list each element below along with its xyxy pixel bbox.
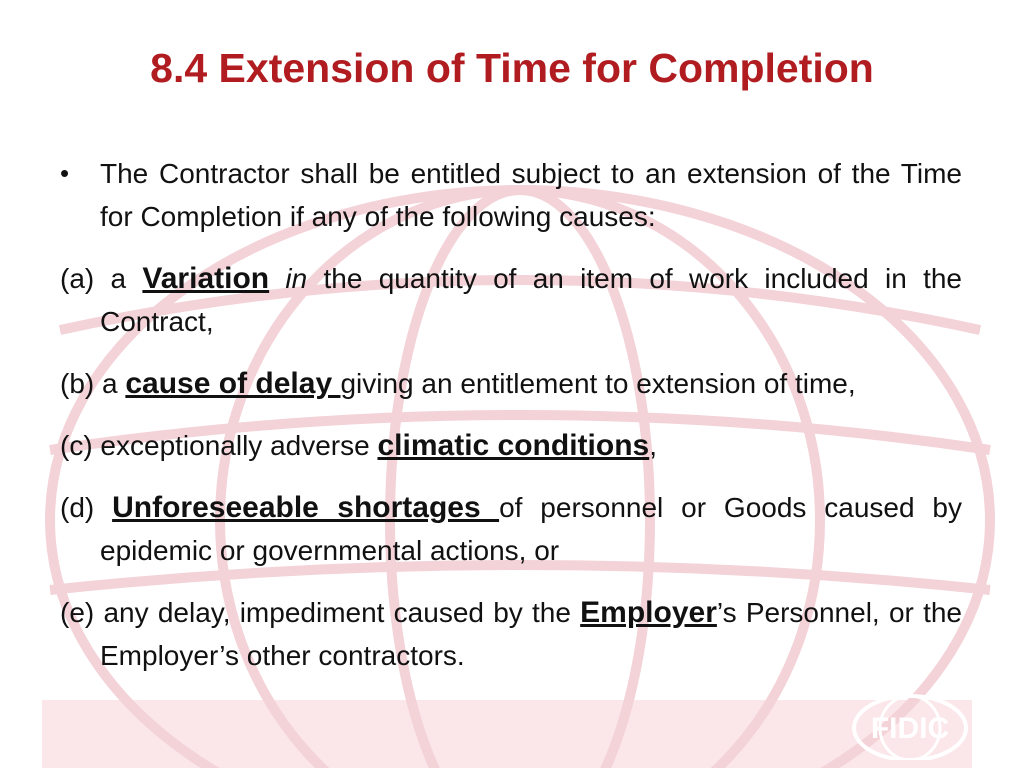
item-prefix: (a) a [60,263,143,294]
item-prefix: (d) [60,492,113,523]
item-key-term: Employer [580,596,717,629]
item-prefix: (b) a [60,368,126,399]
item-rest: the quantity of an item of work included in the Contract, [100,263,963,337]
item-key-term: climatic conditions [377,429,650,462]
item-rest: giving an entitlement to extension of time, [340,368,856,399]
slide-content [60,152,962,696]
slide-title: 8.4 Extension of Time for Completion [150,45,874,91]
list-item-b [60,362,962,405]
item-prefix: (c) exceptionally adverse [60,430,378,461]
bullet-text: The Contractor shall be entitled subject to an extension of the Time for Completion if any of the following causes: [100,158,962,232]
list-item-e [60,591,962,677]
item-key-term: Unforeseeable shortages [112,491,500,524]
bullet-icon: • [60,158,70,188]
item-key-term: cause of delay [125,367,341,400]
item-prefix: (e) any delay, impediment caused by the [60,597,581,628]
list-item-d [60,486,962,572]
bullet-paragraph [60,152,962,238]
item-rest: of personnel or Goods caused by epidemic or governmental actions, or [100,492,963,566]
fidic-logo-watermark-icon [850,690,970,760]
item-italic: in [285,263,308,294]
list-item-a [60,257,962,343]
item-key-term: Variation [142,262,270,295]
list-item-c [60,424,962,467]
item-rest: , [649,430,657,461]
item-rest: ’s Personnel, or the Employer’s other contractors. [100,597,962,671]
logo-text: FIDIC [870,712,950,745]
